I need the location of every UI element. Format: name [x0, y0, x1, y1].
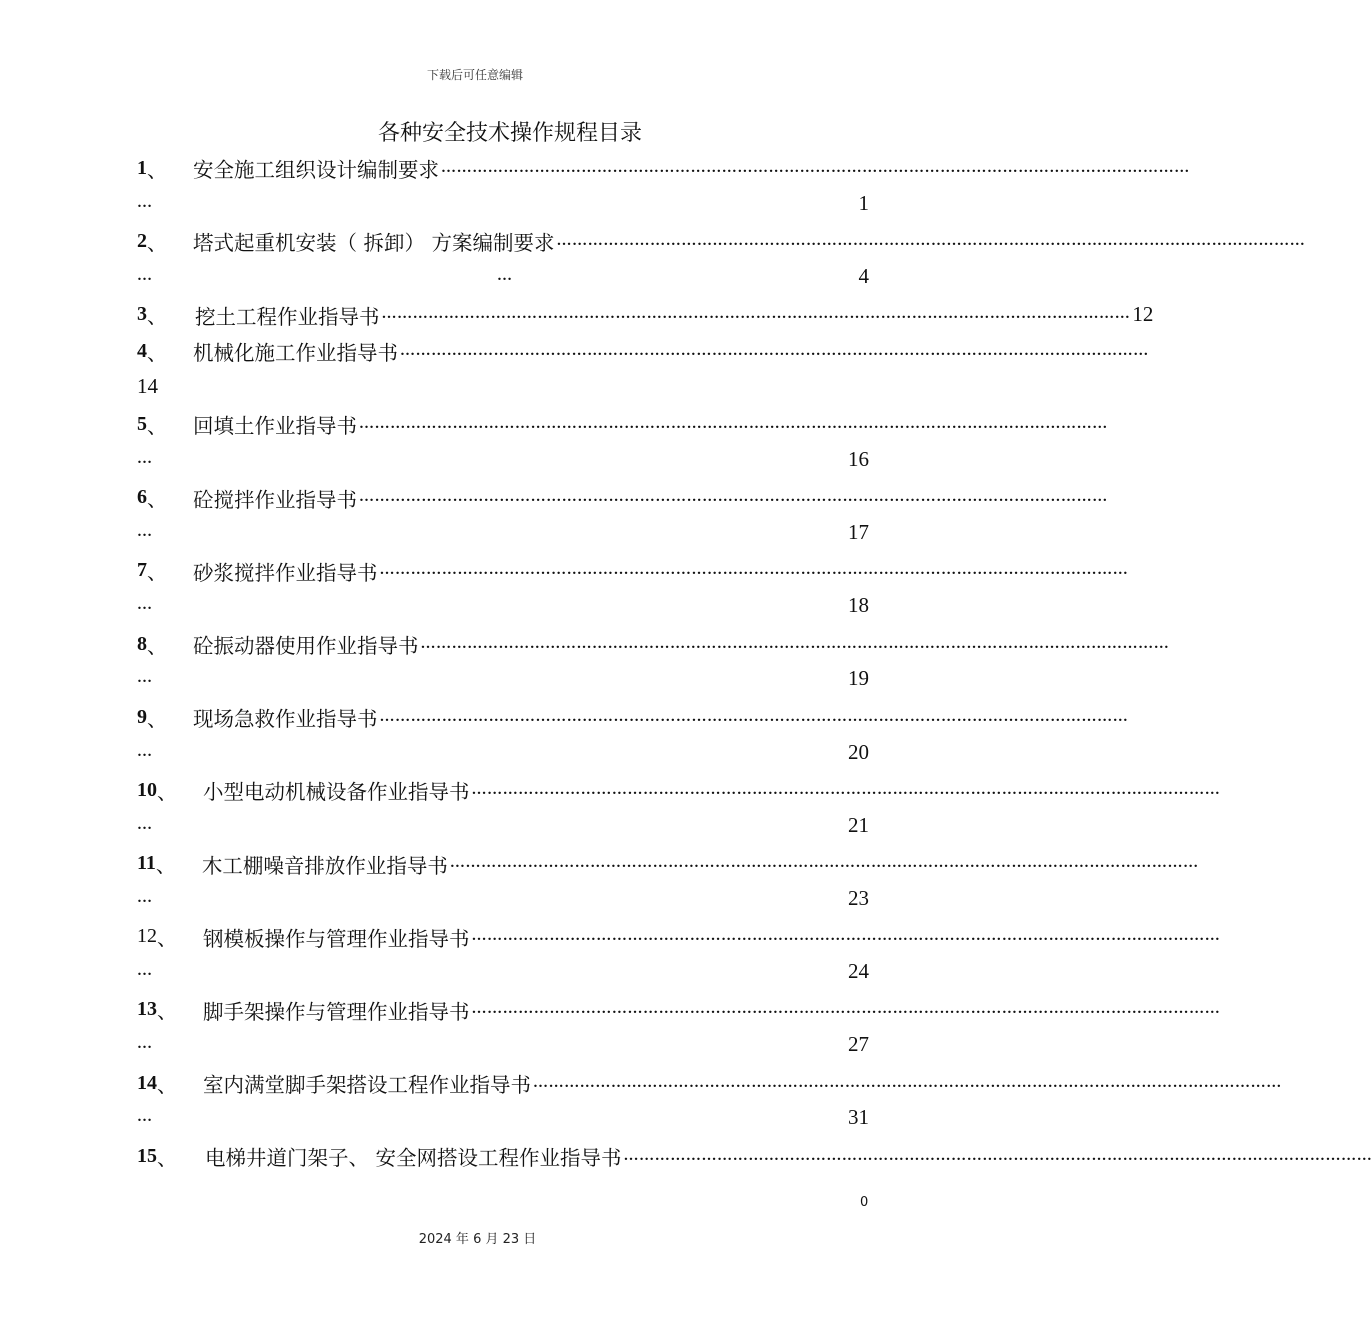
dot-leader: ……………………………………………………………………………………………………………………………… — [400, 342, 1149, 359]
entry-title: 电梯井道门架子、 安全网搭设工程作业指导书 — [205, 1146, 622, 1171]
dot-leader: ……………………………………………………………………………………………………………………………… — [556, 232, 1306, 249]
dot-leader-continuation: … — [137, 1036, 153, 1053]
entry-page-number: 18 — [848, 593, 869, 618]
toc-entry-10[interactable] — [137, 772, 1221, 845]
entry-title: 小型电动机械设备作业指导书 — [203, 780, 470, 805]
entry-title: 脚手架操作与管理作业指导书 — [203, 999, 470, 1024]
entry-separator: 、 — [157, 779, 177, 804]
header-note: 下载后可任意编辑 — [426, 68, 523, 82]
entry-separator: 、 — [157, 1145, 177, 1170]
dot-leader: ……………………………………………………………………………………………………………………………… — [381, 306, 1131, 323]
entry-title: 室内满堂脚手架搭设工程作业指导书 — [203, 1073, 531, 1098]
toc-entry-1[interactable] — [137, 150, 1190, 223]
dot-leader-continuation: … — [137, 816, 153, 833]
entry-title: 现场急救作业指导书 — [193, 707, 378, 732]
dot-leader: ……………………………………………………………………………………………………………………………… — [420, 635, 1170, 652]
dot-leader: ……………………………………………………………………………………………………………………………… — [449, 855, 1199, 872]
toc-entry-5[interactable] — [137, 406, 1108, 479]
entry-number: 4 — [137, 339, 147, 362]
entry-page-number: 4 — [858, 263, 869, 288]
toc-entry-15[interactable] — [137, 1138, 1372, 1175]
entry-separator: 、 — [147, 340, 167, 365]
entry-number: 6 — [137, 486, 147, 509]
dot-leader-continuation: … — [137, 597, 153, 614]
entry-number: 2 — [137, 229, 147, 252]
entry-number: 11 — [137, 852, 156, 875]
entry-page-number: 27 — [848, 1032, 869, 1057]
entry-title: 塔式起重机安装（ 拆卸） 方案编制要求 — [193, 231, 555, 256]
dot-leader-continuation: … — [137, 670, 153, 687]
page-title: 各种安全技术操作规程目录 — [377, 121, 642, 146]
entry-separator: 、 — [147, 413, 167, 438]
dot-leader: ……………………………………………………………………………………………………………………………… — [379, 708, 1129, 725]
dot-leader-continuation: … — [137, 1109, 153, 1126]
entry-page-number: 16 — [848, 446, 869, 471]
entry-number: 15 — [137, 1144, 157, 1167]
entry-number: 12 — [137, 925, 157, 948]
toc-entry-2[interactable] — [137, 223, 1306, 296]
dot-leader: ……………………………………………………………………………………………………………………………… — [359, 415, 1108, 432]
entry-page-number: 17 — [848, 519, 869, 544]
entry-separator: 、 — [157, 999, 177, 1024]
dot-leader-continuation: … — [497, 267, 513, 284]
entry-page-number: 31 — [848, 1105, 869, 1130]
entry-title: 机械化施工作业指导书 — [193, 341, 398, 366]
toc-entry-9[interactable] — [137, 699, 1129, 772]
entry-separator: 、 — [155, 853, 176, 878]
entry-separator: 、 — [147, 304, 167, 329]
entry-page-number: 24 — [848, 959, 869, 984]
entry-page-number: 19 — [848, 666, 869, 691]
table-of-contents — [137, 150, 1372, 1175]
entry-separator: 、 — [147, 706, 167, 731]
entry-page-number: 14 — [137, 373, 158, 398]
dot-leader: ……………………………………………………………………………………………………………………………… — [623, 1147, 1372, 1164]
entry-title: 砂浆搅拌作业指导书 — [193, 560, 378, 585]
entry-title: 安全施工组织设计编制要求 — [193, 158, 439, 183]
entry-number: 3 — [137, 303, 147, 326]
entry-page-number: 23 — [848, 885, 869, 910]
entry-page-number: 20 — [848, 739, 869, 764]
dot-leader: ……………………………………………………………………………………………………………………………… — [359, 489, 1108, 506]
dot-leader: ……………………………………………………………………………………………………………………………… — [533, 1074, 1282, 1091]
page-number: 0 — [860, 1195, 869, 1210]
entry-page-number: 21 — [848, 812, 869, 837]
dot-leader-continuation: … — [137, 743, 153, 760]
dot-leader: ……………………………………………………………………………………………………………………………… — [471, 781, 1221, 798]
entry-number: 14 — [137, 1071, 157, 1094]
entry-title: 砼搅拌作业指导书 — [193, 487, 357, 512]
entry-title: 砼振动器使用作业指导书 — [193, 634, 419, 659]
dot-leader-continuation: … — [137, 963, 153, 980]
toc-entry-11[interactable] — [137, 845, 1199, 918]
dot-leader: ……………………………………………………………………………………………………………………………… — [379, 562, 1129, 579]
entry-number: 5 — [137, 412, 147, 435]
dot-leader-continuation: … — [137, 194, 153, 211]
entry-separator: 、 — [147, 560, 167, 585]
entry-number: 9 — [137, 705, 147, 728]
dot-leader-continuation: … — [137, 450, 153, 467]
dot-leader: ……………………………………………………………………………………………………………………………… — [471, 928, 1221, 945]
entry-separator: 、 — [157, 1072, 177, 1097]
toc-entry-3[interactable] — [137, 296, 1154, 333]
dot-leader-continuation: … — [137, 523, 153, 540]
dot-leader: ……………………………………………………………………………………………………………………………… — [471, 1001, 1221, 1018]
toc-entry-7[interactable] — [137, 553, 1129, 626]
entry-title: 钢模板操作与管理作业指导书 — [203, 926, 470, 951]
toc-entry-14[interactable] — [137, 1065, 1282, 1138]
entry-separator: 、 — [147, 157, 167, 182]
toc-entry-13[interactable] — [137, 992, 1221, 1065]
entry-separator: 、 — [147, 230, 167, 255]
toc-entry-6[interactable] — [137, 479, 1108, 552]
toc-entry-4[interactable] — [137, 333, 1149, 406]
entry-page-number: 12 — [1132, 302, 1154, 327]
toc-entry-12[interactable] — [137, 918, 1221, 991]
entry-number: 1 — [137, 156, 147, 179]
entry-title: 回填土作业指导书 — [193, 414, 357, 439]
toc-entry-8[interactable] — [137, 626, 1170, 699]
entry-separator: 、 — [147, 487, 167, 512]
entry-page-number: 1 — [858, 190, 869, 215]
entry-title: 木工棚噪音排放作业指导书 — [201, 853, 448, 878]
dot-leader-continuation: … — [137, 267, 153, 284]
entry-title: 挖土工程作业指导书 — [195, 304, 380, 329]
footer-date: 2024 年 6 月 23 日 — [418, 1232, 537, 1247]
entry-number: 8 — [137, 632, 147, 655]
entry-number: 10 — [137, 778, 157, 801]
dot-leader: ……………………………………………………………………………………………………………………………… — [441, 159, 1190, 176]
entry-separator: 、 — [157, 926, 177, 951]
entry-number: 7 — [137, 559, 147, 582]
entry-separator: 、 — [147, 633, 167, 658]
entry-number: 13 — [137, 998, 157, 1021]
dot-leader-continuation: … — [137, 889, 153, 906]
